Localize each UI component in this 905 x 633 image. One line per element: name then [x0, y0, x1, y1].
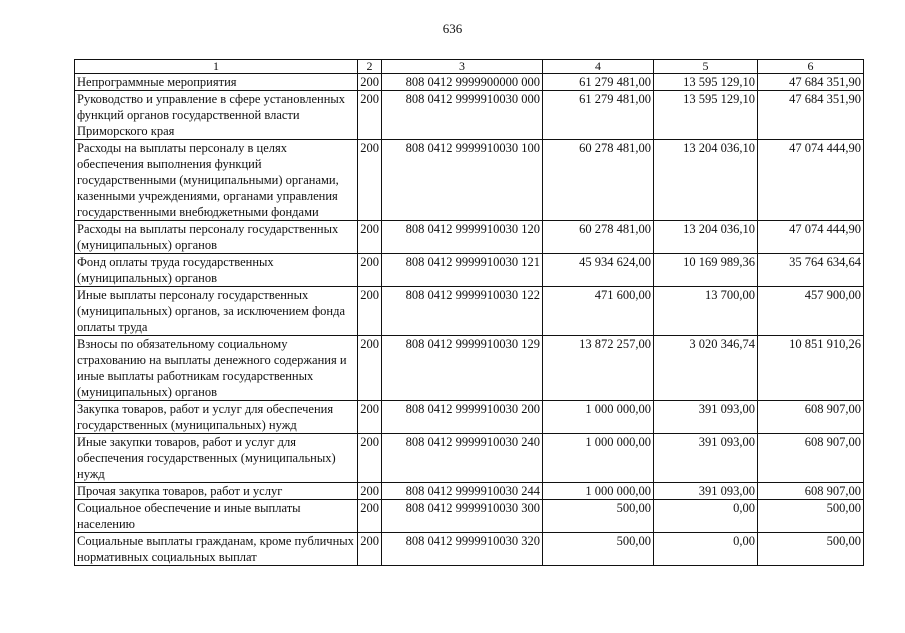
item-name: Взносы по обязательному социальному страхованию на выплаты денежного содержания и иные выплаты работникам государственных (муниципальных) органов [75, 336, 358, 401]
classification-code: 808 0412 9999910030 121 [382, 254, 543, 287]
admin-code: 200 [358, 500, 382, 533]
admin-code: 200 [358, 221, 382, 254]
amount-col4: 1 000 000,00 [543, 434, 654, 483]
item-name: Прочая закупка товаров, работ и услуг [75, 483, 358, 500]
admin-code: 200 [358, 483, 382, 500]
amount-col4: 13 872 257,00 [543, 336, 654, 401]
classification-code: 808 0412 9999910030 320 [382, 533, 543, 566]
item-name: Непрограммные мероприятия [75, 74, 358, 91]
amount-col5: 13 595 129,10 [654, 91, 758, 140]
amount-col5: 0,00 [654, 533, 758, 566]
amount-col4: 500,00 [543, 500, 654, 533]
budget-table [74, 59, 864, 566]
amount-col5: 10 169 989,36 [654, 254, 758, 287]
admin-code: 200 [358, 533, 382, 566]
classification-code: 808 0412 9999900000 000 [382, 74, 543, 91]
classification-code: 808 0412 9999910030 244 [382, 483, 543, 500]
amount-col4: 60 278 481,00 [543, 140, 654, 221]
amount-col4: 1 000 000,00 [543, 483, 654, 500]
item-name: Иные выплаты персоналу государственных (муниципальных) органов, за исключением фонда оплаты труда [75, 287, 358, 336]
amount-col5: 391 093,00 [654, 401, 758, 434]
classification-code: 808 0412 9999910030 200 [382, 401, 543, 434]
classification-code: 808 0412 9999910030 129 [382, 336, 543, 401]
amount-col4: 61 279 481,00 [543, 91, 654, 140]
table-row [75, 401, 864, 434]
amount-col5: 391 093,00 [654, 434, 758, 483]
classification-code: 808 0412 9999910030 120 [382, 221, 543, 254]
amount-col6: 500,00 [758, 533, 864, 566]
admin-code: 200 [358, 74, 382, 91]
admin-code: 200 [358, 336, 382, 401]
amount-col6: 47 074 444,90 [758, 140, 864, 221]
item-name: Иные закупки товаров, работ и услуг для обеспечения государственных (муниципальных) нужд [75, 434, 358, 483]
item-name: Руководство и управление в сфере установленных функций органов государственной власти Приморского края [75, 91, 358, 140]
table-row [75, 483, 864, 500]
admin-code: 200 [358, 140, 382, 221]
item-name: Расходы на выплаты персоналу государственных (муниципальных) органов [75, 221, 358, 254]
amount-col6: 35 764 634,64 [758, 254, 864, 287]
classification-code: 808 0412 9999910030 100 [382, 140, 543, 221]
admin-code: 200 [358, 91, 382, 140]
amount-col6: 10 851 910,26 [758, 336, 864, 401]
table-row [75, 140, 864, 221]
amount-col5: 3 020 346,74 [654, 336, 758, 401]
amount-col4: 45 934 624,00 [543, 254, 654, 287]
amount-col6: 608 907,00 [758, 483, 864, 500]
amount-col5: 13 595 129,10 [654, 74, 758, 91]
amount-col5: 0,00 [654, 500, 758, 533]
table-row [75, 500, 864, 533]
amount-col6: 47 684 351,90 [758, 74, 864, 91]
amount-col6: 608 907,00 [758, 401, 864, 434]
amount-col6: 47 074 444,90 [758, 221, 864, 254]
column-number-row [75, 60, 864, 74]
amount-col5: 13 204 036,10 [654, 221, 758, 254]
page-number: 636 [442, 21, 463, 36]
amount-col4: 1 000 000,00 [543, 401, 654, 434]
amount-col5: 13 700,00 [654, 287, 758, 336]
table-row [75, 254, 864, 287]
classification-code: 808 0412 9999910030 122 [382, 287, 543, 336]
admin-code: 200 [358, 287, 382, 336]
table-row [75, 221, 864, 254]
classification-code: 808 0412 9999910030 300 [382, 500, 543, 533]
item-name: Закупка товаров, работ и услуг для обеспечения государственных (муниципальных) нужд [75, 401, 358, 434]
column-number: 5 [654, 60, 758, 74]
amount-col4: 500,00 [543, 533, 654, 566]
table-row [75, 336, 864, 401]
amount-col6: 500,00 [758, 500, 864, 533]
column-number: 3 [382, 60, 543, 74]
amount-col5: 391 093,00 [654, 483, 758, 500]
table-row [75, 287, 864, 336]
item-name: Социальное обеспечение и иные выплаты населению [75, 500, 358, 533]
table-row [75, 91, 864, 140]
column-number: 6 [758, 60, 864, 74]
column-number: 1 [75, 60, 358, 74]
amount-col6: 608 907,00 [758, 434, 864, 483]
admin-code: 200 [358, 434, 382, 483]
classification-code: 808 0412 9999910030 000 [382, 91, 543, 140]
amount-col6: 47 684 351,90 [758, 91, 864, 140]
column-number: 2 [358, 60, 382, 74]
classification-code: 808 0412 9999910030 240 [382, 434, 543, 483]
table-row [75, 434, 864, 483]
column-number: 4 [543, 60, 654, 74]
admin-code: 200 [358, 254, 382, 287]
item-name: Расходы на выплаты персоналу в целях обеспечения выполнения функций государственными (муниципальными) органами, казенными учреждениями, органами управления государственными внебюджетными фондами [75, 140, 358, 221]
table-row [75, 533, 864, 566]
amount-col4: 471 600,00 [543, 287, 654, 336]
amount-col4: 60 278 481,00 [543, 221, 654, 254]
amount-col6: 457 900,00 [758, 287, 864, 336]
item-name: Социальные выплаты гражданам, кроме публичных нормативных социальных выплат [75, 533, 358, 566]
amount-col4: 61 279 481,00 [543, 74, 654, 91]
admin-code: 200 [358, 401, 382, 434]
table-row [75, 74, 864, 91]
item-name: Фонд оплаты труда государственных (муниципальных) органов [75, 254, 358, 287]
amount-col5: 13 204 036,10 [654, 140, 758, 221]
